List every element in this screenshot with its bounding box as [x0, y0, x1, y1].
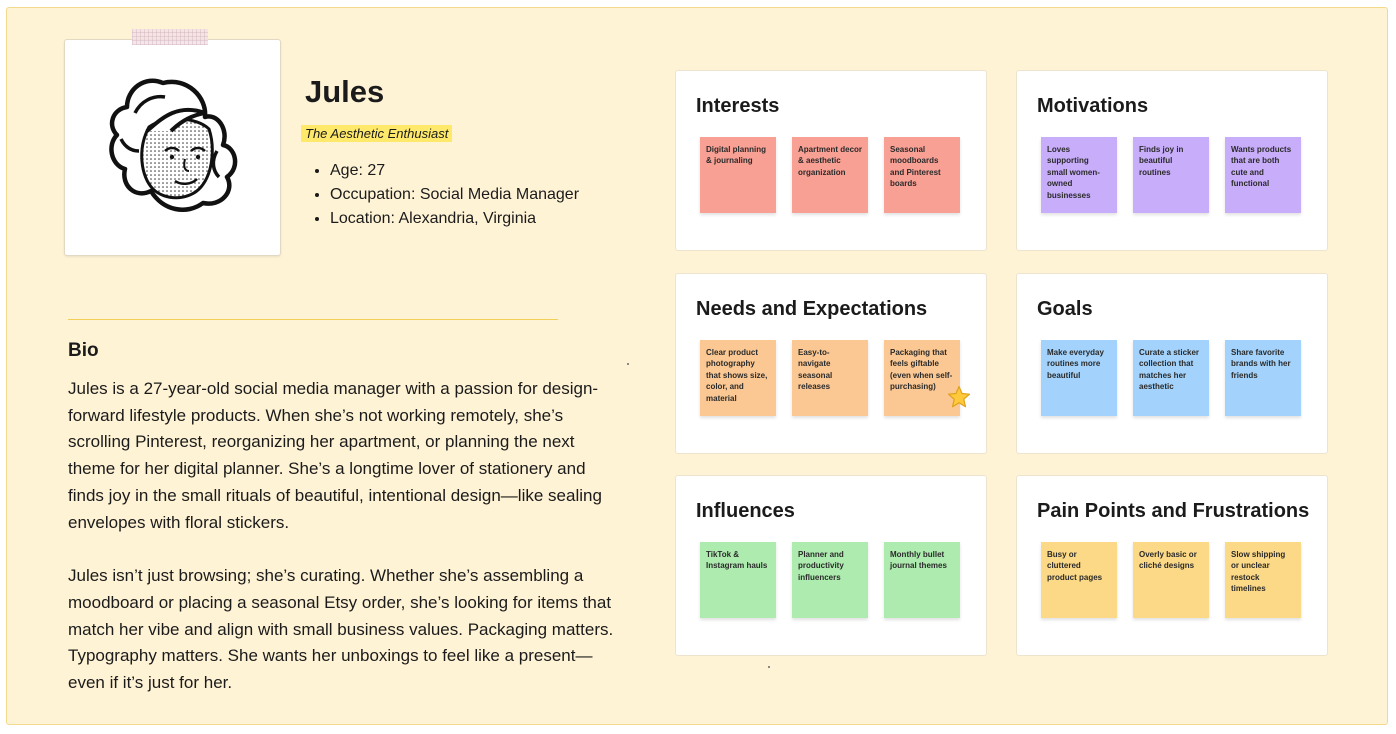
sticky-note[interactable]: Slow shipping or unclear restock timelines: [1225, 542, 1301, 618]
card-influences: [675, 475, 987, 656]
sticky-note[interactable]: Curate a sticker collection that matches her aesthetic: [1133, 340, 1209, 416]
sticky-note[interactable]: Clear product photography that shows size, color, and material: [700, 340, 776, 416]
fact-occupation: • Occupation: Social Media Manager: [330, 183, 579, 207]
fact-age: • Age: 27: [330, 159, 579, 183]
bio-title: Bio: [68, 340, 99, 361]
sticky-note[interactable]: Seasonal moodboards and Pinterest boards: [884, 137, 960, 213]
sticky-note[interactable]: Finds joy in beautiful routines: [1133, 137, 1209, 213]
card-needs-expectations: [675, 273, 987, 454]
sticky-note[interactable]: Packaging that feels giftable (even when self-purchasing): [884, 340, 960, 416]
bio-paragraph: Jules isn’t just browsing; she’s curating. Whether she’s assembling a moodboard or placing a seasonal Etsy order, she’s looking for items that match her vibe and align with small business values. Packaging matters. Typography matters. She wants her unboxings to feel like a present—even if it’s just for her.: [68, 566, 614, 693]
sticky-note[interactable]: Apartment decor & aesthetic organization: [792, 137, 868, 213]
tape-decoration: [132, 29, 208, 45]
sticky-note[interactable]: Wants products that are both cute and functional: [1225, 137, 1301, 213]
persona-facts: [306, 159, 579, 231]
sticky-note[interactable]: Make everyday routines more beautiful: [1041, 340, 1117, 416]
sticky-note[interactable]: Easy-to-navigate seasonal releases: [792, 340, 868, 416]
sticky-note[interactable]: Share favorite brands with her friends: [1225, 340, 1301, 416]
sticky-note[interactable]: Loves supporting small women-owned businesses: [1041, 137, 1117, 213]
sticky-note[interactable]: Busy or cluttered product pages: [1041, 542, 1117, 618]
card-title: Interests: [696, 95, 780, 117]
card-title: Pain Points and Frustrations: [1037, 500, 1310, 522]
bio-paragraph: Jules is a 27-year-old social media manager with a passion for design-forward lifestyle products. When she’s not working remotely, she’s scrolling Pinterest, reorganizing her apartment, or planning the next theme for her digital planner. She’s a longtime lover of stationery and finds joy in the small rituals of beautiful, intentional design—like sealing envelopes with floral stickers.: [68, 379, 602, 532]
card-motivations: [1016, 70, 1328, 251]
stray-dot: [768, 666, 770, 668]
star-icon: [947, 385, 971, 409]
card-interests: [675, 70, 987, 251]
card-title: Influences: [696, 500, 795, 522]
card-pain-points: [1016, 475, 1328, 656]
card-goals: [1016, 273, 1328, 454]
avatar-illustration-icon: [105, 73, 241, 219]
card-title: Motivations: [1037, 95, 1149, 117]
fact-location: • Location: Alexandria, Virginia: [330, 207, 579, 231]
sticky-note[interactable]: Planner and productivity influencers: [792, 542, 868, 618]
persona-name: Jules: [305, 74, 385, 109]
bio-text: [68, 376, 620, 724]
divider: [68, 319, 558, 320]
sticky-note[interactable]: TikTok & Instagram hauls: [700, 542, 776, 618]
sticky-note[interactable]: Monthly bullet journal themes: [884, 542, 960, 618]
stray-dot: [627, 363, 629, 365]
avatar: [64, 39, 281, 256]
card-title: Goals: [1037, 298, 1093, 320]
sticky-note[interactable]: Digital planning & journaling: [700, 137, 776, 213]
persona-tagline: The Aesthetic Enthusiast: [301, 125, 452, 142]
sticky-note[interactable]: Overly basic or cliché designs: [1133, 542, 1209, 618]
card-title: Needs and Expectations: [696, 298, 928, 320]
